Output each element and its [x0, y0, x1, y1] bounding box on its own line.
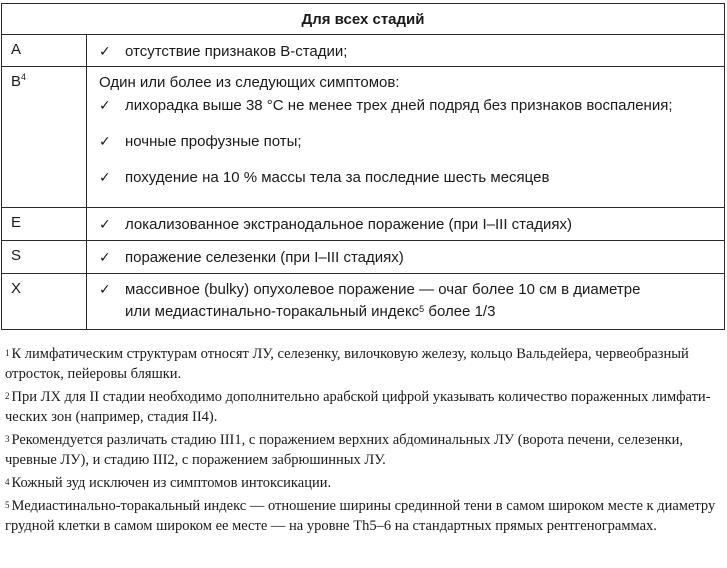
row-desc-x	[87, 274, 725, 330]
row-code-label: X	[11, 280, 22, 297]
list-item	[99, 132, 724, 151]
footnote-5: $^5$ Медиастинально-торакальный индекс — отношение ширины срединной тени в самом широком месте к диаметру грудной клетки в самом широком ее месте — на уровне Th5–6 на стандартных прямых рентгенограммах.	[5, 498, 716, 534]
footnote-2: $^2$ При ЛХ для II стадии необходимо дополнительно арабской цифрой указывать количество пораженных лимфати- ческих зон (например, стадия II4).	[5, 389, 711, 425]
list-item-text: массивное (bulky) опухолевое поражение — очаг более 10 см в диаметре	[125, 281, 641, 298]
row-code-label: E	[11, 214, 22, 231]
list-item	[99, 215, 724, 234]
row-code-s	[2, 241, 87, 274]
row-code-x	[2, 274, 87, 330]
check-icon: ✓	[99, 43, 111, 59]
row-code-label: A	[11, 41, 22, 58]
table-header-row	[2, 4, 725, 35]
footnote-ref: 4	[21, 72, 27, 82]
row-desc-s	[87, 241, 725, 274]
table-row-a	[2, 35, 725, 67]
footnote-3: $^3$ Рекомендуется различать стадию III1, с поражением верхних абдоминальных ЛУ (ворота печени, селезенки, чревные ЛУ), и стадию III2, с поражением забрюшинных ЛУ.	[5, 432, 684, 468]
row-code-b	[2, 67, 87, 208]
table-header: Для всех стадий	[2, 4, 725, 35]
list-item-text: ночные профузные поты;	[125, 133, 302, 150]
symptoms-intro: Один или более из следующих симптомов:	[99, 74, 400, 91]
row-code-e	[2, 208, 87, 241]
list-item	[99, 280, 724, 299]
footnote-ref: 5	[419, 304, 425, 314]
list-item-text: локализованное экстранодальное поражение (при I–III стадиях)	[125, 216, 572, 233]
check-icon: ✓	[99, 216, 111, 232]
check-icon: ✓	[99, 249, 111, 265]
list-item-text: лихорадка выше 38 °С не менее трех дней подряд без признаков воспаления;	[125, 97, 673, 114]
row-desc-e	[87, 208, 725, 241]
list-item-text: похудение на 10 % массы тела за последние шесть месяцев	[125, 169, 550, 186]
stages-table	[1, 3, 725, 330]
check-icon: ✓	[99, 169, 111, 185]
row-code-a	[2, 35, 87, 67]
row-code-label: B	[11, 73, 22, 90]
row-desc-b	[87, 67, 725, 208]
footnote-4: $^4$ Кожный зуд исключен из симптомов интоксикации.	[5, 475, 332, 491]
table-row-x	[2, 274, 725, 330]
table-row-s	[2, 241, 725, 274]
stages-table-container	[1, 3, 724, 330]
check-icon: ✓	[99, 133, 111, 149]
check-icon: ✓	[99, 281, 111, 297]
row-desc-a	[87, 35, 725, 67]
footnote-1: $^1$ К лимфатическим структурам относят ЛУ, селезенку, вилочковую железу, кольцо Вальдейера, червеобразный отросток, пейеровы бляшки.	[5, 346, 689, 382]
list-item	[99, 96, 724, 115]
list-item	[99, 42, 724, 61]
row-code-label: S	[11, 247, 22, 264]
list-item-text: отсутствие признаков В-стадии;	[125, 43, 348, 60]
list-item	[99, 168, 724, 187]
list-item-text: поражение селезенки (при I–III стадиях)	[125, 249, 404, 266]
list-item-continuation: или медиастинально-торакальный индекс$^5$ более 1/3	[125, 303, 496, 320]
table-row-e	[2, 208, 725, 241]
list-item	[99, 248, 724, 267]
table-row-b	[2, 67, 725, 208]
check-icon: ✓	[99, 97, 111, 113]
footnotes	[5, 344, 723, 539]
